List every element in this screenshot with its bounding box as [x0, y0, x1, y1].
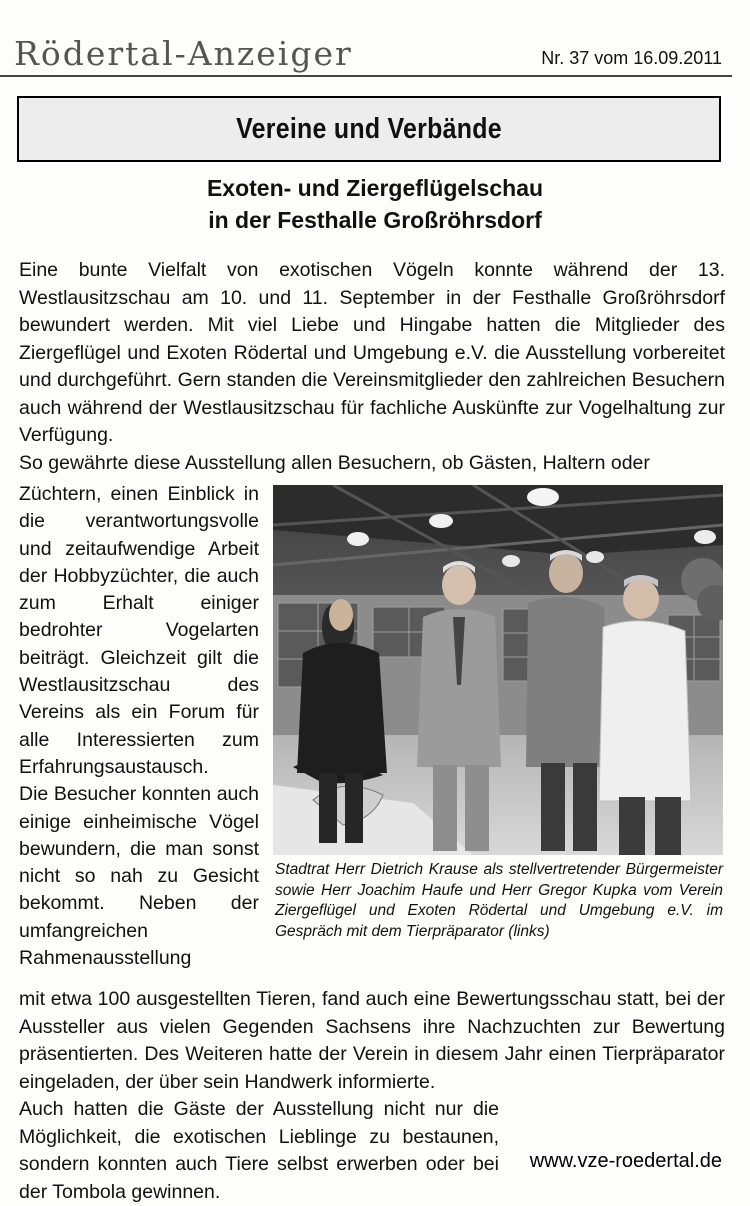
- article-headline: [0, 172, 750, 236]
- paragraph-3: mit etwa 100 ausgestellten Tieren, fand auch eine Bewertungsschau statt, bei der Aussteller aus vielen Gegenden Sachsens ihre Nachzuchten zur Bewertung präsentierten. Des Weiteren hatte der Verein in diesem Jahr einen Tierpräparator eingeladen, der über sein Handwerk informierte.: [19, 988, 725, 1093]
- show-through-text: [728, 180, 750, 480]
- article-intro: [19, 257, 725, 477]
- section-header-box: [17, 96, 721, 162]
- column-paragraph-1: Züchtern, einen Einblick in die verantwortungsvolle und zeitaufwendige Arbeit der Hobbyzüchter, die auch zum Erhalt einiger bedrohter Vogelarten beiträgt. Gleichzeit gilt die Westlausitzschau des Vereins als ein Forum für alle Interessierten zum Erfahrungsaustausch.: [19, 483, 259, 778]
- masthead: [0, 0, 750, 80]
- website-url: www.vze-roedertal.de: [529, 1150, 722, 1172]
- article-continuation: [19, 986, 725, 1206]
- masthead-rule: [0, 75, 732, 77]
- exhibition-hall-photo: [273, 485, 723, 855]
- paragraph-2-start: So gewährte diese Ausstellung allen Besuchern, ob Gästen, Haltern oder: [19, 451, 650, 474]
- headline-line-1: Exoten- und Ziergeflügelschau: [206, 175, 544, 201]
- headline-line-2: in der Festhalle Großröhrsdorf: [208, 207, 542, 233]
- article-photo: [273, 485, 723, 855]
- paragraph-4: Auch hatten die Gäste der Ausstellung nicht nur die Möglichkeit, die exotischen Lieblinge zu bestaunen, sondern konnten auch Tiere selbst erwerben oder bei der Tombola gewinnen.: [19, 1098, 499, 1203]
- newspaper-title: Rödertal-Anzeiger: [14, 34, 353, 73]
- article-column: [19, 481, 259, 972]
- issue-number-date: Nr. 37 vom 16.09.2011: [541, 48, 722, 68]
- paragraph-1: Eine bunte Vielfalt von exotischen Vögeln konnte während der 13. Westlausitzschau am 10. und 11. September in der Festhalle Großröhrsdorf bewundert werden. Mit viel Liebe und Hingabe hatten die Mitglieder des Ziergeflügel und Exoten Rödertal und Umgebung e.V. die Ausstellung vorbereitet und durchgeführt. Gern standen die Vereinsmitglieder den zahlreichen Besuchern auch während der Westlausitzschau für fachliche Auskünfte zur Vogelhaltung zur Verfügung.: [19, 259, 725, 446]
- section-title: Vereine und Verbände: [236, 112, 502, 145]
- column-paragraph-2: Die Besucher konnten auch einige einheimische Vögel bewundern, die man sonst nicht so nah zu Gesicht bekommt. Neben der umfangreichen Rahmenausstellung: [19, 783, 259, 970]
- photo-caption: Stadtrat Herr Dietrich Krause als stellvertretender Bürgermeister sowie Herr Joachim Haufe und Herr Gregor Kupka vom Verein Ziergeflügel und Exoten Rödertal und Umgebung e.V. im Gespräch mit dem Tierpräparator (links): [275, 861, 723, 940]
